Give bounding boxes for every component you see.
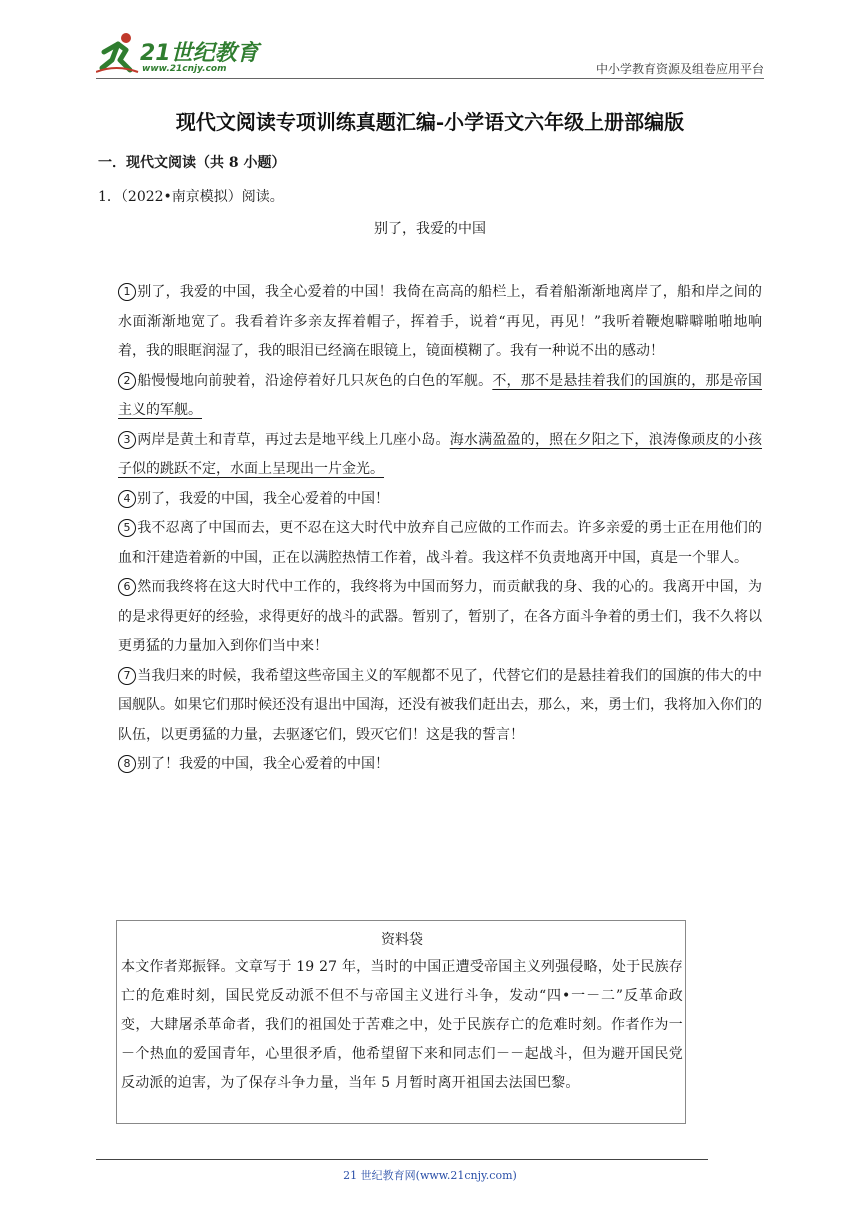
paragraph-number: 4 — [118, 490, 136, 508]
paragraph-text: 别了，我爱的中国，我全心爱着的中国！我倚在高高的船栏上，看着船渐渐地离岸了，船和岸之间的水面渐渐地宽了。我看着许多亲友挥着帽子，挥着手，说着“再见，再见！”我听着鞭炮噼噼啪啪地响着，我的眼眶润湿了，我的眼泪已经滴在眼镜上，镜面模糊了。我有一种说不出的感动！ — [118, 284, 762, 359]
article-paragraph — [118, 514, 762, 573]
paragraph-number: 3 — [118, 431, 136, 449]
underlined-sentence: 不，那不是悬挂着我们的国旗的，那是帝国主义的军舰。 — [118, 372, 763, 418]
question-stem: 1．（2022•南京模拟）阅读。 — [98, 189, 284, 205]
section-heading: 一．现代文阅读（共 8 小题） — [98, 155, 286, 171]
article-paragraph — [118, 485, 762, 515]
logo-url: www.21cnjy.com — [142, 64, 227, 74]
paragraph-text: 别了！我爱的中国，我全心爱着的中国！ — [137, 756, 389, 772]
paragraph-number: 7 — [118, 667, 136, 685]
paragraph-text: 然而我终将在这大时代中工作的，我终将为中国而努力，而贡献我的身、我的心的。我离开中国，为的是求得更好的经验，求得更好的战斗的武器。暂别了，暂别了，在各方面斗争着的勇士们，我不久将以更勇猛的力量加入到你们当中来！ — [118, 579, 762, 654]
article-paragraph — [118, 573, 762, 662]
article-paragraph — [118, 662, 762, 751]
article-paragraph — [118, 750, 762, 780]
article-paragraph — [118, 367, 762, 426]
info-box-text: 本文作者郑振铎。文章写于 19 27 年，当时的中国正遭受帝国主义列强侵略，处于民族存亡的危难时刻，国民党反动派不但不与帝国主义进行斗争，发动“四•一－二”反革命政变，大肆屠杀革命者，我们的祖国处于苦难之中，处于民族存亡的危难时刻。作者作为一－个热血的爱国青年，心里很矛盾，他希望留下来和同志们－－起战斗，但为避开国民党反动派的迫害，为了保存斗争力量，当年 5 月暂时离开祖国去法国巴黎。 — [121, 959, 683, 1091]
paragraph-text: 别了，我爱的中国，我全心爱着的中国！ — [137, 490, 389, 507]
logo — [96, 30, 266, 78]
paragraph-number: 8 — [118, 755, 136, 773]
article-paragraph — [118, 426, 762, 485]
paragraph-text: 当我归来的时候，我希望这些帝国主义的军舰都不见了，代替它们的是悬挂着我们的国旗的伟大的中国舰队。如果它们那时候还没有退出中国海，还没有被我们赶出去，那么，来，勇士们，我将加入你们的队伍，以更勇猛的力量，去驱逐它们，毁灭它们！这是我的誓言！ — [118, 667, 762, 743]
article-paragraph — [118, 278, 762, 367]
paragraph-number: 5 — [118, 519, 136, 537]
paragraph-text: 船慢慢地向前驶着，沿途停着好几只灰色的白色的军舰。 — [137, 372, 493, 389]
paragraph-number: 1 — [118, 283, 136, 301]
article-body — [118, 278, 762, 780]
page-header — [96, 30, 764, 80]
article-title: 别了，我爱的中国 — [374, 221, 486, 237]
platform-name: 中小学教育资源及组卷应用平台 — [595, 62, 764, 76]
header-divider — [96, 78, 764, 79]
info-box — [116, 920, 686, 1124]
paragraph-text: 两岸是黄土和青草，再过去是地平线上几座小岛。 — [137, 431, 450, 448]
document-title: 现代文阅读专项训练真题汇编-小学语文六年级上册部编版 — [175, 110, 685, 134]
paragraph-text: 我不忍离了中国而去，更不忍在这大时代中放弃自己应做的工作而去。许多亲爱的勇士正在用他们的血和汗建造着新的中国，正在以满腔热情工作着，战斗着。我这样不负责地离开中国，真是一个罪人。 — [118, 520, 762, 566]
underlined-sentence: 海水满盈盈的，照在夕阳之下，浪涛像顽皮的小孩子似的跳跃不定，水面上呈现出一片金光。 — [118, 431, 763, 477]
footer-text: 21 世纪教育网(www.21cnjy.com) — [343, 1169, 517, 1182]
logo-text: 21世纪教育 — [140, 41, 259, 66]
paragraph-number: 2 — [118, 372, 136, 390]
footer-divider — [96, 1159, 708, 1160]
runner-logo-icon — [96, 30, 140, 76]
paragraph-number: 6 — [118, 578, 136, 596]
info-box-title: 资料袋 — [381, 932, 423, 948]
